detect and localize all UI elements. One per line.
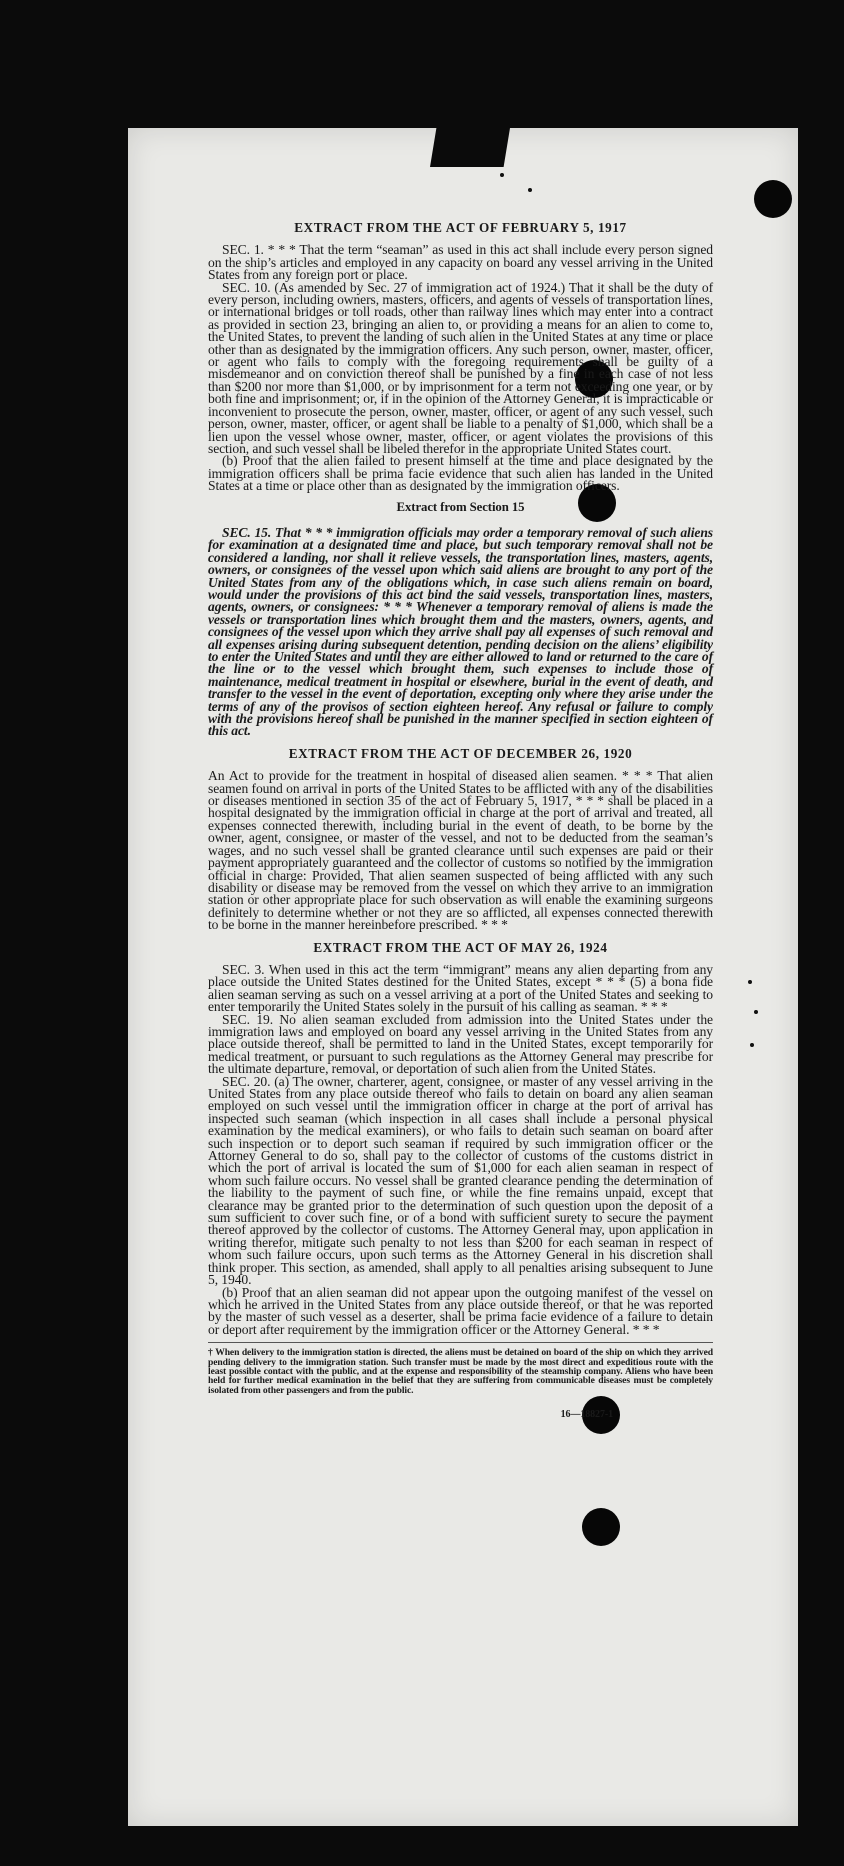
ink-speck	[748, 980, 752, 984]
paragraph: SEC. 19. No alien seaman excluded from admission into the United States under the immigration laws and employed on board any vessel arriving in the United States from any place outside thereof, shall be permitted to land in the United States, except temporarily for medical treatment, or pursuant to such regulations as the Attorney General may prescribe for the ultimate departure, removal, or deportation of such alien from the United States.	[208, 1011, 713, 1077]
paragraph: SEC. 10. (As amended by Sec. 27 of immigration act of 1924.) That it shall be the duty of every person, including owners, masters, officers, and agents of vessels of transportation lines, or international bridges or toll roads, other than railway lines which may enter into a contract as provided in section 23, bringing an alien to, or providing a means for an alien to come to, the United States, to prevent the landing of such alien in the United States at any time or place other than as designated by the immigration officers. Any such person, owner, master, officer, or agent who fails to comply with the foregoing requirements shall be guilty of a misdemeanor and on conviction thereof shall be punished by a fine in each case of not less than $200 nor more than $1,000, or by imprisonment for a term not exceeding one year, or by both fine and imprisonment; or, if in the opinion of the Attorney General, it is impracticable or inconvenient to prosecute the person, owner, master, officer, or agent of any such vessel, such person, owner, master, officer, or agent shall be liable to a penalty of $1,000, which shall be a lien upon the vessel whose owner, master, officer, or agent violates the provisions of this section, and such vessel shall be libeled therefor in the appropriate United States court.	[208, 279, 713, 456]
form-number: 16—18827-1	[560, 1409, 613, 1421]
section-subheading: Extract from Section 15	[396, 499, 525, 514]
document-text-column	[208, 222, 713, 1422]
paragraph: An Act to provide for the treatment in hospital of diseased alien seamen. * * * That alien seamen found on arrival in ports of the United States to be afflicted with any of the disabilities or diseases mentioned in section 35 of the act of February 5, 1917, * * * shall be placed in a hospital designated by the immigration official in charge at the port of arrival and treated, all expenses connected therewith, including burial in the event of death, to be borne by the owner, agent, consignee, or master of the vessel, and not to be deducted from the seaman’s wages, and no such vessel shall be granted clearance until such expenses are paid or their payment appropriately guaranteed and the collector of customs so notified by the immigration official in charge: Provided, That alien seamen suspected of being afflicted with any such disability or disease may be removed from the vessel on which they arrive to an immigration station or other appropriate place for such observation as will enable the examining surgeons definitely to determine whether or not they are so afflicted, all expenses connected therewith to be borne in the manner hereinbefore prescribed. * * *	[208, 768, 713, 933]
section-heading: EXTRACT FROM THE ACT OF DECEMBER 26, 1920	[288, 745, 633, 761]
section-heading: EXTRACT FROM THE ACT OF MAY 26, 1924	[313, 939, 608, 955]
binder-hole-top	[754, 180, 792, 218]
binder-hole	[582, 1508, 620, 1546]
paragraph: SEC. 3. When used in this act the term “immigrant” means any alien departing from any place outside the United States destined for the United States, except * * * (5) a bona fide alien seaman serving as such on a vessel arriving at a port of the United States and seeking to enter temporarily the United States solely in the pursuit of his calling as seaman. * * *	[208, 961, 713, 1015]
paragraph: SEC. 15. That * * * immigration officials may order a temporary removal of such aliens for examination at a designated time and place, but such temporary removal shall not be considered a landing, nor shall it relieve vessels, the transportation lines, masters, agents, owners, or consignees of the vessel upon which said aliens are brought to any port of the United States from any of the obligations which, in case such aliens remain on board, would under the provisions of this act bind the said vessels, transportation lines, masters, agents, owners, or consignees: * * * Whenever a temporary removal of aliens is made the vessels or transportation lines which brought them and the masters, owners, agents, and consignees of the vessel upon which they arrive shall pay all expenses of such removal and all expenses arising during subsequent detention, pending decision on the aliens’ eligibility to enter the United States and until they are either allowed to land or returned to the care of the line or to the vessel which brought them, such expenses to include those of maintenance, medical treatment in hospital or elsewhere, burial in the event of death, and transfer to the vessel in the event of deportation, excepting only where they arise under the terms of any of the provisos of section eighteen hereof. Any refusal or failure to comply with the provisions hereof shall be punished in the manner specified in section eighteen of this act.	[208, 524, 713, 739]
ink-speck	[500, 173, 504, 177]
page-notch	[430, 128, 510, 167]
paragraph: (b) Proof that an alien seaman did not appear upon the outgoing manifest of the vessel on which he arrived in the United States from any place outside thereof, or that he was reported by the master of such vessel as a deserter, shall be prima facie evidence of a failure to detain or deport after requirement by the immigration officer or the Attorney General. * * *	[208, 1284, 713, 1337]
document-page	[128, 128, 798, 1826]
paragraph: SEC. 20. (a) The owner, charterer, agent, consignee, or master of any vessel arriving in the United States from any place outside thereof who fails to detain on board any alien seaman employed on such vessel until the immigration officer in charge at the port of arrival has inspected such seaman (which inspection in all cases shall include a personal physical examination by the medical examiners), or who fails to detain such seaman on board after such inspection or to deport such seaman if required by such immigration officer or the Attorney General to do so, shall pay to the collector of customs of the customs district in which the port of arrival is located the sum of $1,000 for each alien seaman in respect of whom such failure occurs. No vessel shall be granted clearance pending the determination of the liability to the payment of such fine, or while the fine remains unpaid, except that clearance may be granted prior to the determination of such question upon the deposit of a sum sufficient to cover such fine, or of a bond with sufficient surety to secure the payment thereof approved by the collector of customs. The Attorney General may, upon application in writing therefor, mitigate such penalty to not less than $200 for each seaman in respect of whom such failure occurs, upon such terms as the Attorney General in his discretion shall think proper. This section, as amended, shall apply to all penalties arising subsequent to June 5, 1940.	[208, 1073, 713, 1288]
ink-speck	[528, 188, 532, 192]
ink-speck	[750, 1043, 754, 1047]
paragraph: (b) Proof that the alien failed to present himself at the time and place designated by the immigration officers shall be prima facie evidence that such alien has landed in the United States at a time or place other than as designated by the immigration officers.	[208, 453, 713, 494]
paragraph: SEC. 1. * * * That the term “seaman” as used in this act shall include every person signed on the ship’s articles and employed in any capacity on board any vessel arriving in the United States from any foreign port or place.	[208, 242, 713, 283]
footnote: † When delivery to the immigration station is directed, the aliens must be detained on board of the ship on which they arrived pending delivery to the immigration station. Such transfer must be made by the most direct and expeditious route with the least possible contact with the public, and at the expense and responsibility of the steamship company. Aliens who have been held for further medical examination in the belief that they are suffering from communicable diseases must be completely isolated from other passengers and from the public.	[208, 1342, 713, 1395]
ink-speck	[754, 1010, 758, 1014]
section-heading: EXTRACT FROM THE ACT OF FEBRUARY 5, 1917	[294, 220, 627, 235]
